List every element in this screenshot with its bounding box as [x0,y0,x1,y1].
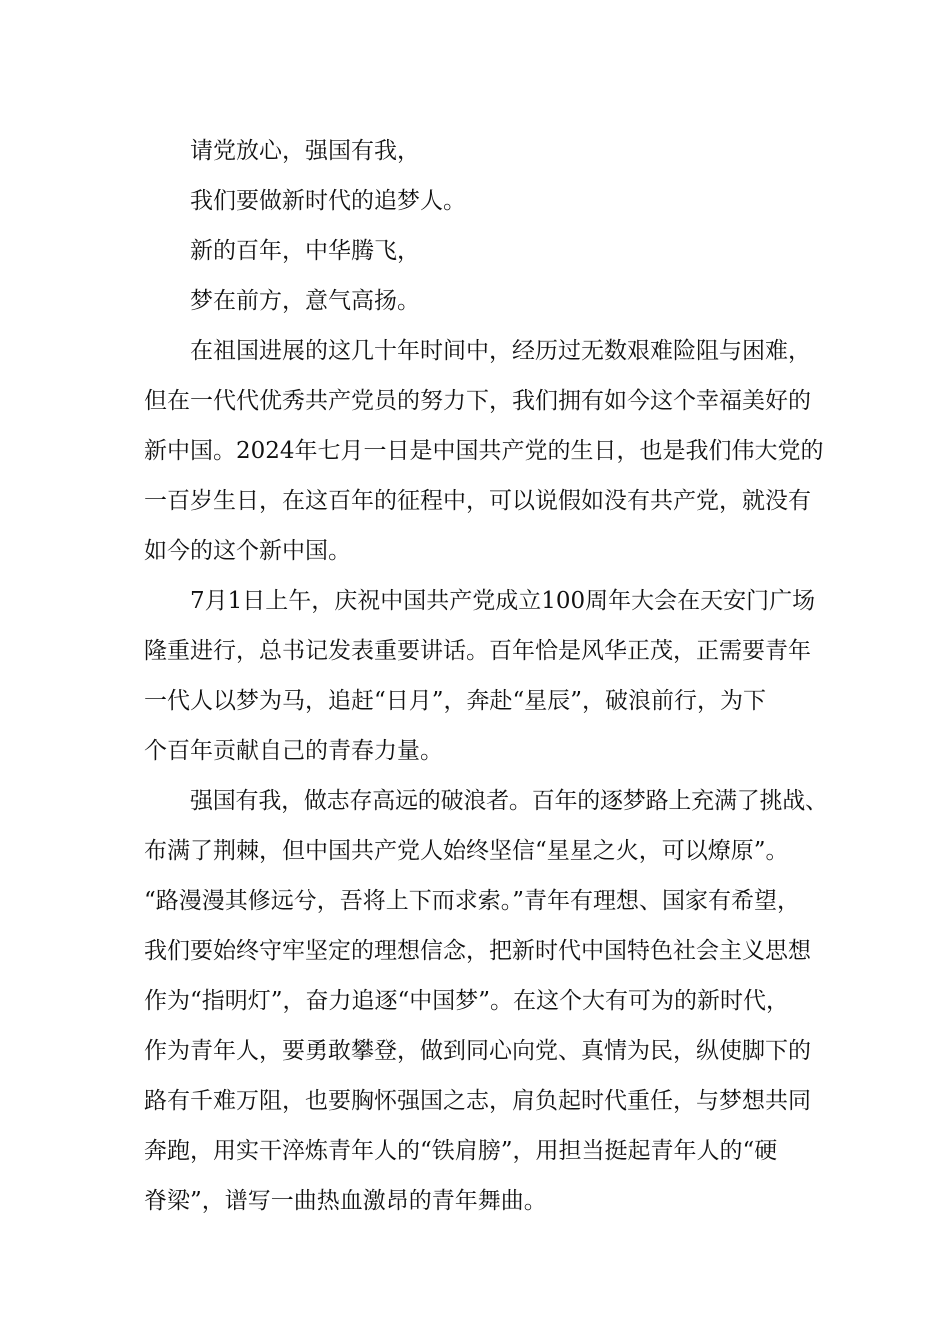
paragraph-3-line-7: 路有千难万阻，也要胸怀强国之志，肩负起时代重任，与梦想共同 [144,1088,811,1114]
paragraph-1-line-2: 但在一代代优秀共产党员的努力下，我们拥有如今这个幸福美好的 [144,388,811,414]
paragraph-2-line-4: 个百年贡献自己的青春力量。 [144,738,443,764]
paragraph-1-line-4: 一百岁生日，在这百年的征程中，可以说假如没有共产党，就没有 [144,488,811,514]
poem-line-4: 梦在前方，意气高扬。 [190,288,420,314]
paragraph-2-line-3: 一代人以梦为马，追赶“日月”，奔赴“星辰”，破浪前行，为下 [144,688,767,714]
paragraph-3-line-4: 我们要始终守牢坚定的理想信念，把新时代中国特色社会主义思想 [144,938,811,964]
paragraph-1-line-3: 新中国。2024年七月一日是中国共产党的生日，也是我们伟大党的 [144,438,824,464]
paragraph-3-line-1: 强国有我，做志存高远的破浪者。百年的逐梦路上充满了挑战、 [190,788,828,814]
paragraph-3-line-5: 作为“指明灯”，奋力追逐“中国梦”。在这个大有可为的新时代， [144,988,790,1014]
paragraph-3-line-3: “路漫漫其修远兮，吾将上下而求索。”青年有理想、国家有希望， [144,888,801,914]
paragraph-3-line-2: 布满了荆棘，但中国共产党人始终坚信“星星之火，可以燎原”。 [144,838,789,864]
poem-line-3: 新的百年，中华腾飞， [190,238,420,264]
paragraph-1-line-5: 如今的这个新中国。 [144,538,351,564]
poem-line-1: 请党放心，强国有我， [190,138,420,164]
paragraph-3-line-8: 奔跑，用实干淬炼青年人的“铁肩膀”，用担当挺起青年人的“硬 [144,1138,778,1164]
paragraph-3-line-6: 作为青年人，要勇敢攀登，做到同心向党、真情为民，纵使脚下的 [144,1038,811,1064]
paragraph-2-line-1: 7月1日上午，庆祝中国共产党成立100周年大会在天安门广场 [190,588,816,614]
poem-line-2: 我们要做新时代的追梦人。 [190,188,466,214]
paragraph-2-line-2: 隆重进行，总书记发表重要讲话。百年恰是风华正茂，正需要青年 [144,638,811,664]
paragraph-1-line-1: 在祖国进展的这几十年时间中，经历过无数艰难险阻与困难， [190,338,811,364]
paragraph-3-line-9: 脊梁”，谱写一曲热血激昂的青年舞曲。 [144,1188,547,1214]
